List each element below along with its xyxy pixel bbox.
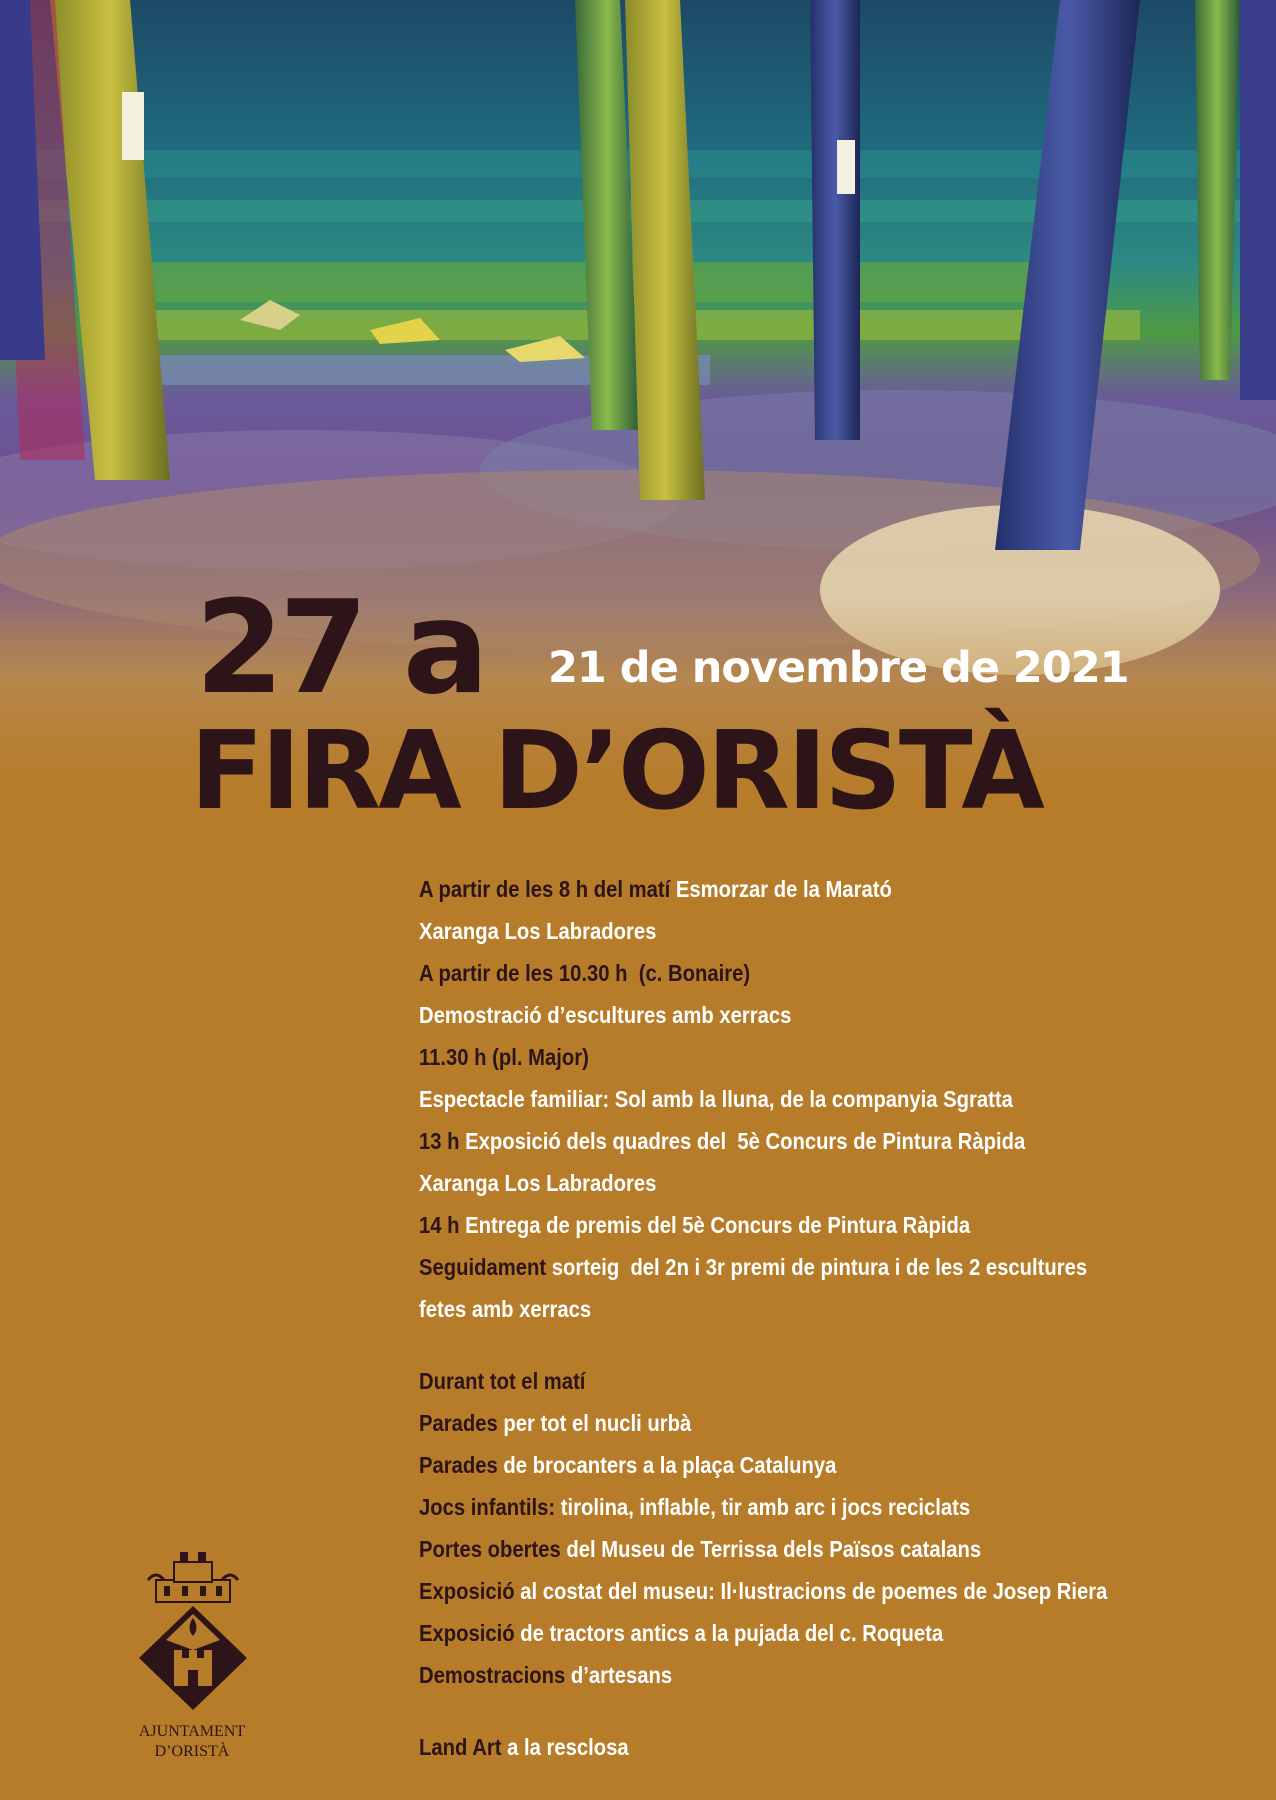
program-item-text: Entrega de premis del 5è Concurs de Pintura Ràpida [459, 1212, 971, 1238]
program-item-text: tirolina, inflable, tir amb arc i jocs reciclats [555, 1494, 971, 1520]
program-item-text: Xaranga Los Labradores [419, 918, 657, 944]
program-list [419, 868, 1259, 1768]
program-item [419, 1036, 1158, 1078]
program-item [419, 1078, 1158, 1120]
town-council-name [112, 1722, 272, 1762]
program-item-text: Espectacle familiar: Sol amb la lluna, de la companyia Sgratta [419, 1086, 1013, 1112]
program-item [419, 1726, 1158, 1768]
program-item-text: Demostració d’escultures amb xerracs [419, 1002, 792, 1028]
program-item-text: de tractors antics a la pujada del c. Roqueta [514, 1620, 944, 1646]
program-item-highlight: A partir de les 10.30 h (c. Bonaire) [419, 960, 751, 986]
program-item-text: Esmorzar de la Marató [670, 876, 892, 902]
program-item [419, 1444, 1158, 1486]
program-item [419, 1204, 1158, 1246]
program-item [419, 1486, 1158, 1528]
program-item [419, 910, 1158, 952]
program-item-text: de brocanters a la plaça Catalunya [497, 1452, 837, 1478]
program-item-text: sorteig del 2n i 3r premi de pintura i de les 2 escultures [546, 1254, 1088, 1280]
program-item-highlight: Exposició [419, 1578, 515, 1604]
program-item [419, 952, 1158, 994]
program-item [419, 1120, 1158, 1162]
program-item [419, 1570, 1158, 1612]
program-item-highlight: Exposició [419, 1620, 515, 1646]
program-item [419, 994, 1158, 1036]
forest-photo [0, 0, 1276, 834]
program-item [419, 1246, 1158, 1288]
town-council-line1: AJUNTAMENT [138, 1723, 246, 1740]
program-item-highlight: 13 h [419, 1128, 460, 1154]
program-item-highlight: 11.30 h (pl. Major) [419, 1044, 589, 1070]
program-item-text: del Museu de Terrissa dels Països catalans [560, 1536, 982, 1562]
program-item-highlight: Demostracions [419, 1662, 566, 1688]
program-item-text: d’artesans [565, 1662, 673, 1688]
program-item [419, 1288, 1158, 1330]
program-item-text: Xaranga Los Labradores [419, 1170, 657, 1196]
program-item [419, 1360, 1158, 1402]
town-council-line2: D’ORISTÀ [154, 1743, 230, 1760]
program-item-highlight: Land Art [419, 1734, 502, 1760]
program-item-text: Exposició dels quadres del 5è Concurs de Pintura Ràpida [459, 1128, 1026, 1154]
program-item-text: fetes amb xerracs [419, 1296, 592, 1322]
program-item-highlight: Durant tot el matí [419, 1368, 586, 1394]
program-item-text: a la resclosa [501, 1734, 629, 1760]
program-item-text: per tot el nucli urbà [497, 1410, 692, 1436]
event-date: 21 de novembre de 2021 [548, 643, 1129, 693]
program-item-highlight: Parades [419, 1452, 498, 1478]
program-item [419, 1402, 1158, 1444]
program-item-highlight: A partir de les 8 h del matí [419, 876, 671, 902]
program-item [419, 1612, 1158, 1654]
program-block-all-morning [419, 1360, 1259, 1696]
program-item [419, 1528, 1158, 1570]
program-item [419, 1654, 1158, 1696]
program-gap [419, 1330, 1259, 1360]
program-item [419, 1162, 1158, 1204]
program-item-highlight: Portes obertes [419, 1536, 561, 1562]
title-edition: 27 a [195, 574, 485, 723]
program-item [419, 868, 1158, 910]
program-gap [419, 1696, 1259, 1726]
town-coat-of-arms-logo [134, 1540, 252, 1715]
program-item-highlight: Parades [419, 1410, 498, 1436]
program-block-morning [419, 868, 1259, 1330]
program-item-highlight: 14 h [419, 1212, 460, 1238]
program-item-highlight: Jocs infantils: [419, 1494, 556, 1520]
program-item-text: al costat del museu: Il·lustracions de poemes de Josep Riera [514, 1578, 1108, 1604]
title-fair-name: FIRA D’ORISTÀ [190, 709, 1042, 834]
program-block-land-art [419, 1726, 1259, 1768]
program-item-highlight: Seguidament [419, 1254, 547, 1280]
